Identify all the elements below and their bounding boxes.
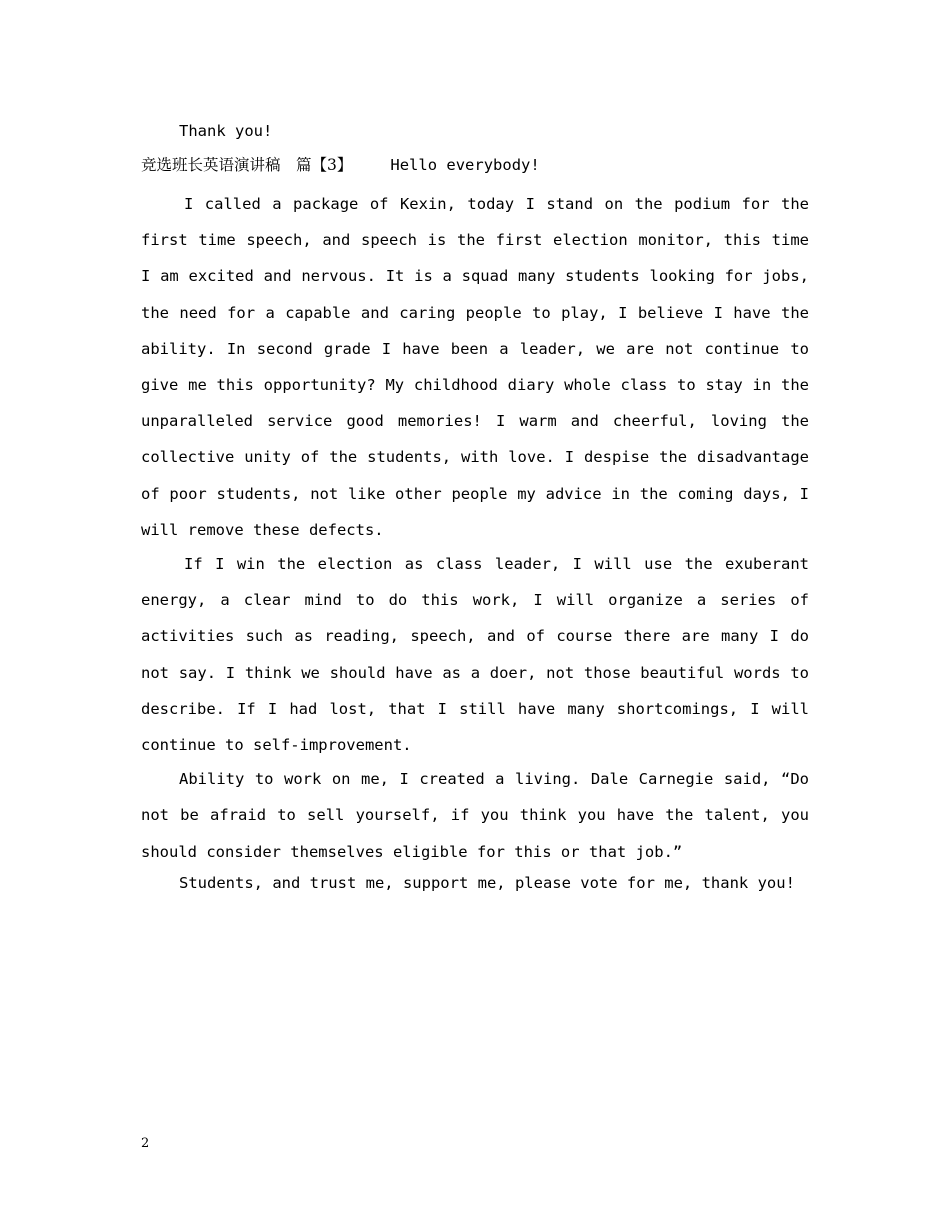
paragraph-1: I called a package of Kexin, today I stand on the podium for the first time speech, and speech is the first election monitor, this time I am excited and nervous. It is a squad many students looking for jobs, the need for a capable and caring people to play, I believe I have the ability. In second grade I have been a leader, we are not continue to give me this opportunity? My childhood diary whole class to stay in the unparalleled service good memories! I warm and cheerful, loving the collective unity of the students, with love. I despise the disadvantage of poor students, not like other people my advice in the coming days, I will remove these defects. — [141, 195, 809, 539]
document-body — [141, 118, 809, 904]
greeting: Hello everybody! — [390, 156, 540, 174]
thanks-line: Thank you! — [179, 122, 273, 140]
section-heading: 竞选班长英语演讲稿 篇【3】 — [141, 156, 353, 174]
paragraph-3: Ability to work on me, I created a living. Dale Carnegie said, “Do not be afraid to sell yourself, if you think you have the talent, you should consider themselves eligible for this or that job.” — [141, 770, 809, 861]
section-heading-line — [141, 152, 809, 186]
closing-line: Students, and trust me, support me, please vote for me, thank you! — [179, 873, 795, 892]
paragraph-2: If I win the election as class leader, I will use the exuberant energy, a clear mind to do this work, I will organize a series of activities such as reading, speech, and of course there are many I do not say. I think we should have as a doer, not those beautiful words to describe. If I had lost, that I still have many shortcomings, I will continue to self-improvement. — [141, 555, 809, 755]
page-number: 2 — [141, 1136, 150, 1151]
